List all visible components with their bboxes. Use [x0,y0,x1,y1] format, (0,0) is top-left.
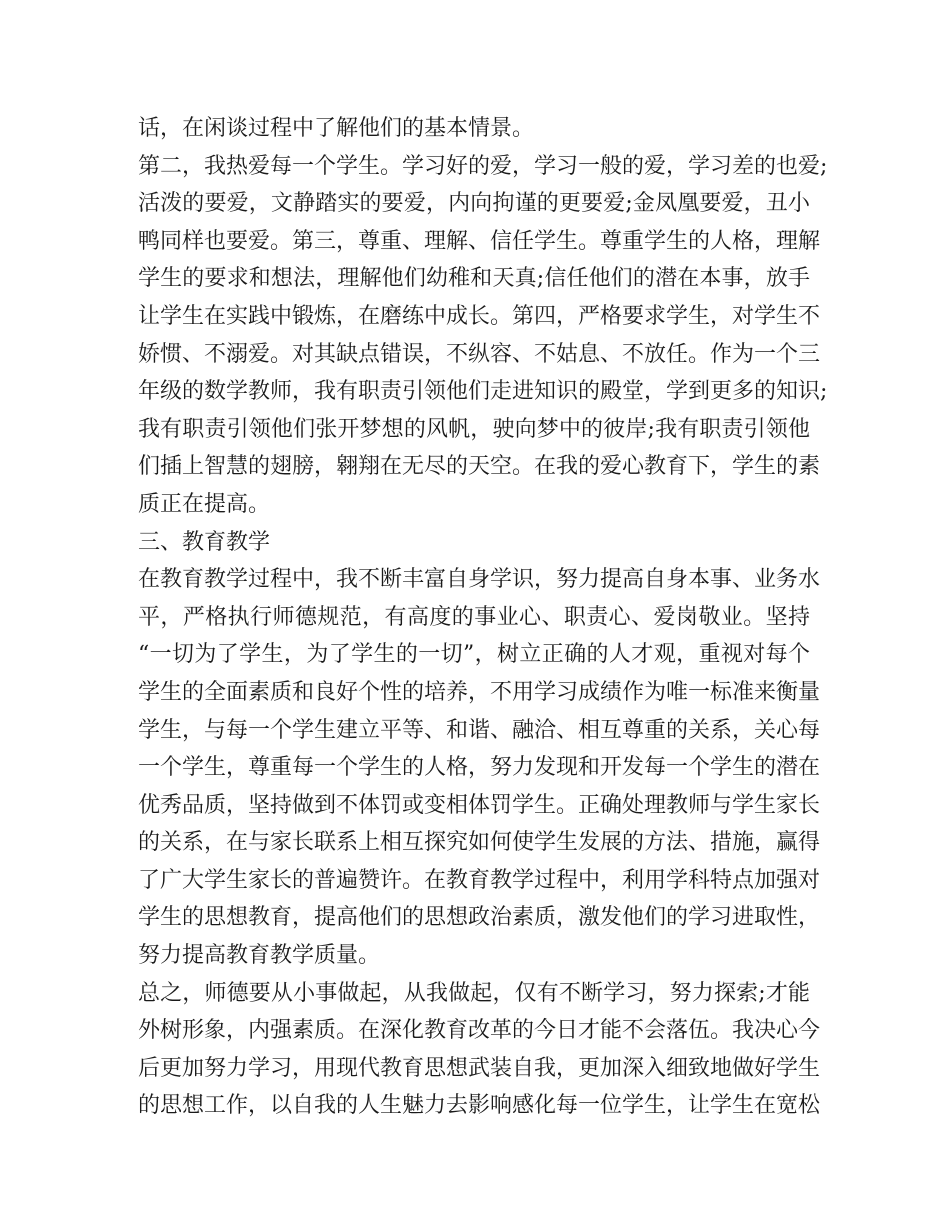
text-line: 一个学生，尊重每一个学生的人格，努力发现和开发每一个学生的潜在 [138,755,821,781]
text-line: 年级的数学教师，我有职责引领他们走进知识的殿堂，学到更多的知识; [138,379,828,405]
text-line: “一切为了学生，为了学生的一切”，树立正确的人才观，重视对每个 [138,642,810,668]
text-line: 话，在闲谈过程中了解他们的基本情景。 [138,116,535,141]
text-line: 鸭同样也要爱。第三，尊重、理解、信任学生。尊重学生的人格，理解 [138,228,821,254]
text-line: 的思想工作，以自我的人生魅力去影响感化每一位学生，让学生在宽松 [138,1093,821,1119]
text-line: 优秀品质，坚持做到不体罚或变相体罚学生。正确处理教师与学生家长 [138,792,821,818]
text-line: 在教育教学过程中，我不断丰富自身学识，努力提高自身本事、业务水 [138,567,821,593]
text-line: 努力提高教育教学质量。 [138,943,381,969]
text-line: 第二，我热爱每一个学生。学习好的爱，学习一般的爱，学习差的也爱; [138,153,828,179]
text-line: 外树形象，内强素质。在深化教育改革的今日才能不会落伍。我决心今 [138,1018,821,1044]
document-body [138,110,828,1125]
text-line: 娇惯、不溺爱。对其缺点错误，不纵容、不姑息、不放任。作为一个三 [138,341,821,367]
text-line: 质正在提高。 [138,491,271,517]
text-line: 学生的全面素质和良好个性的培养，不用学习成绩作为唯一标准来衡量 [138,679,821,705]
text-line: 让学生在实践中锻炼，在磨练中成长。第四，严格要求学生，对学生不 [138,303,821,329]
text-line: 学生，与每一个学生建立平等、和谐、融洽、相互尊重的关系，关心每 [138,717,821,743]
text-line: 后更加努力学习，用现代教育思想武装自我，更加深入细致地做好学生 [138,1055,821,1081]
text-line: 我有职责引领他们张开梦想的风帆，驶向梦中的彼岸;我有职责引领他 [138,416,810,442]
text-line: 的关系，在与家长联系上相互探究如何使学生发展的方法、措施，赢得 [138,830,821,856]
text-line: 活泼的要爱，文静踏实的要爱，内向拘谨的更要爱;金凤凰要爱，丑小 [138,191,810,217]
text-line: 了广大学生家长的普遍赞许。在教育教学过程中，利用学科特点加强对 [138,867,821,893]
text-line: 平，严格执行师德规范，有高度的事业心、职责心、爱岗敬业。坚持 [138,604,810,630]
text-line: 三、教育教学 [138,529,271,555]
text-line: 学生的要求和想法，理解他们幼稚和天真;信任他们的潜在本事，放手 [138,266,810,292]
text-line: 们插上智慧的翅膀，翱翔在无尽的天空。在我的爱心教育下，学生的素 [138,454,821,480]
text-line: 总之，师德要从小事做起，从我做起，仅有不断学习，努力探索;才能 [138,980,810,1006]
text-line: 学生的思想教育，提高他们的思想政治素质，激发他们的学习进取性， [138,905,821,931]
